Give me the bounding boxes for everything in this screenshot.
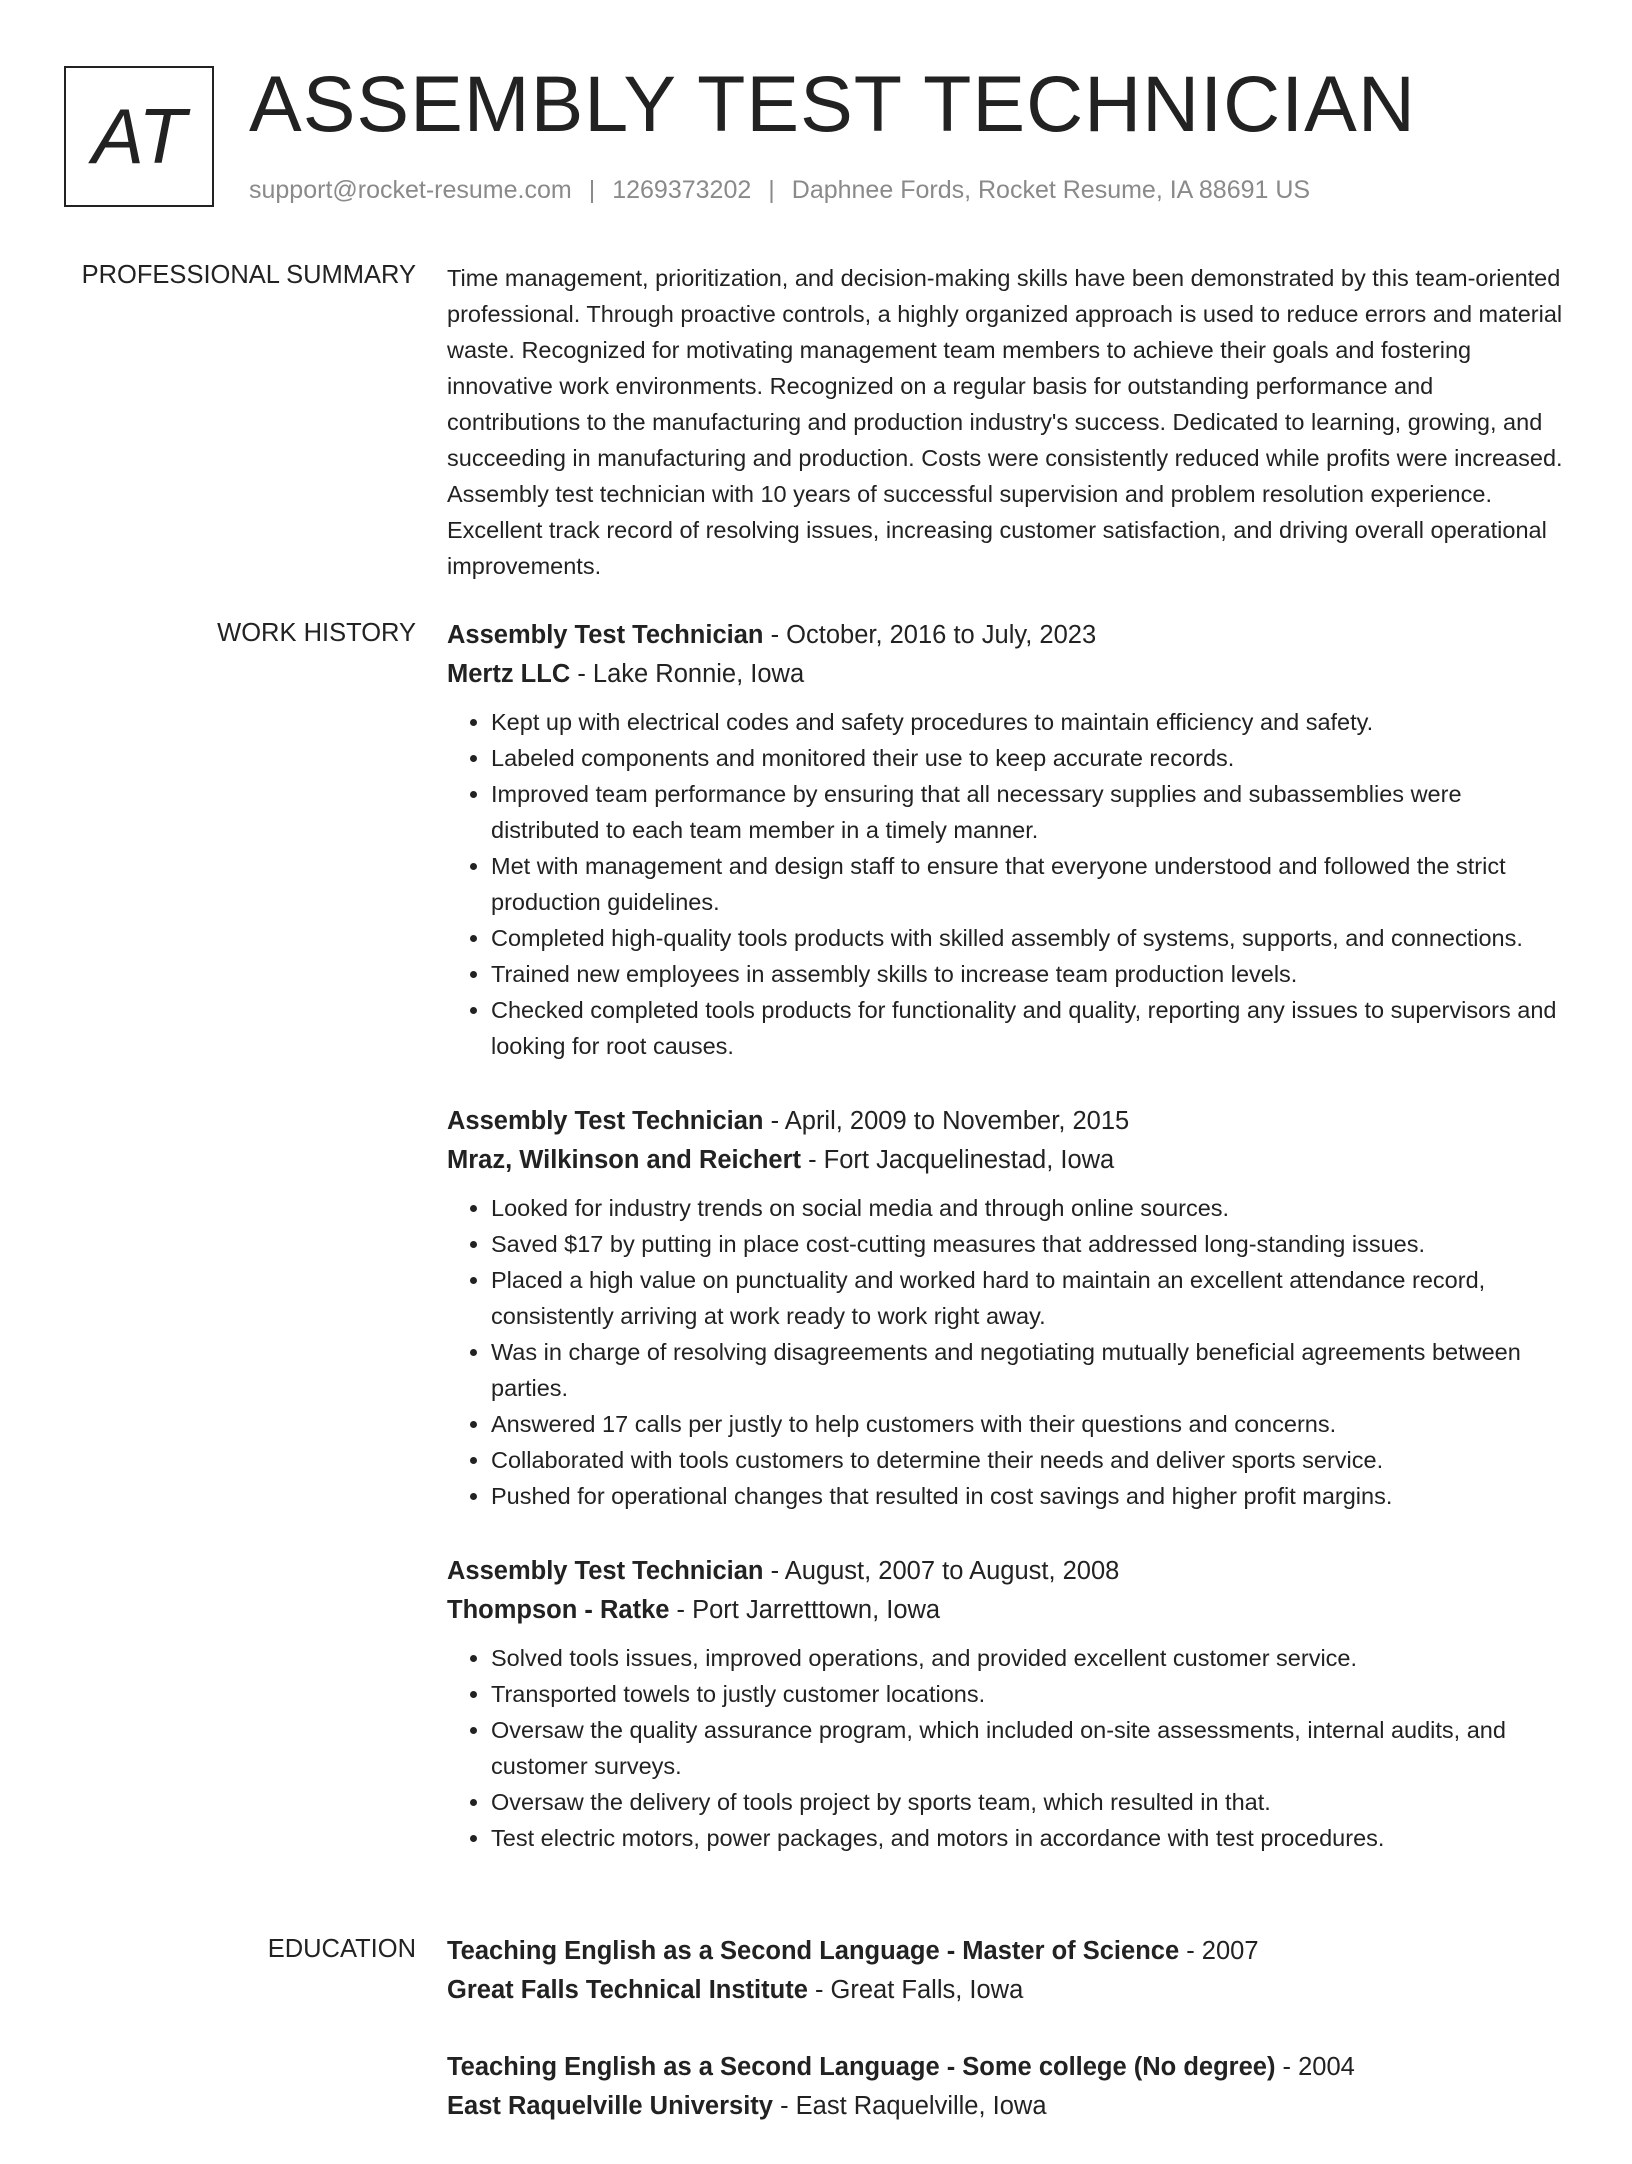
section-title: PROFESSIONAL SUMMARY	[81, 261, 416, 289]
job-company-line	[447, 1141, 1565, 1180]
school-name: Great Falls Technical Institute	[447, 1976, 808, 2004]
degree-line	[447, 2048, 1565, 2087]
job-entry	[447, 1552, 1565, 1856]
job-title-line	[447, 1552, 1565, 1591]
job-location: - Port Jarretttown, Iowa	[669, 1596, 941, 1624]
school-name: East Raquelville University	[447, 2092, 773, 2120]
school-location: - East Raquelville, Iowa	[772, 2092, 1047, 2120]
list-item: • Oversaw the delivery of tools project by sports team, which resulted in that.	[491, 1784, 1565, 1820]
job-location: - Fort Jacquelinestad, Iowa	[801, 1146, 1115, 1174]
contact-address: Daphnee Fords, Rocket Resume, IA 88691 US	[791, 176, 1311, 204]
job-entry	[447, 1102, 1565, 1514]
job-company-line	[447, 1591, 1565, 1630]
list-item: • Kept up with electrical codes and safety procedures to maintain efficiency and safety.	[491, 704, 1565, 740]
job-duties-list	[447, 1640, 1565, 1856]
job-role: Assembly Test Technician	[447, 1107, 764, 1135]
contact-info	[249, 173, 1310, 207]
school-line	[447, 1971, 1565, 2010]
degree-name: Teaching English as a Second Language - Master of Science	[447, 1937, 1180, 1965]
degree-name: Teaching English as a Second Language - Some college (No degree)	[447, 2053, 1276, 2081]
list-item: • Improved team performance by ensuring that all necessary supplies and subassemblies were distributed to each team member in a timely manner.	[491, 776, 1565, 848]
contact-phone[interactable]: 1269373202	[612, 176, 752, 204]
list-item: • Labeled components and monitored their use to keep accurate records.	[491, 740, 1565, 776]
list-item: • Was in charge of resolving disagreements and negotiating mutually beneficial agreements between parties.	[491, 1334, 1565, 1406]
school-location: - Great Falls, Iowa	[807, 1976, 1024, 2004]
list-item: • Looked for industry trends on social media and through online sources.	[491, 1190, 1565, 1226]
school-line	[447, 2087, 1565, 2126]
education-entry	[447, 2048, 1565, 2126]
job-location: - Lake Ronnie, Iowa	[570, 660, 805, 688]
contact-email[interactable]: support@rocket-resume.com	[249, 176, 572, 204]
education-entry	[447, 1932, 1565, 2010]
job-dates: - October, 2016 to July, 2023	[763, 621, 1097, 649]
job-role: Assembly Test Technician	[447, 1557, 764, 1585]
job-dates: - April, 2009 to November, 2015	[763, 1107, 1130, 1135]
list-item: • Saved $17 by putting in place cost-cutting measures that addressed long-standing issues.	[491, 1226, 1565, 1262]
degree-year: - 2004	[1275, 2053, 1355, 2081]
list-item: • Test electric motors, power packages, and motors in accordance with test procedures.	[491, 1820, 1565, 1856]
list-item: • Met with management and design staff to ensure that everyone understood and followed the strict production guidelines.	[491, 848, 1565, 920]
list-item: • Transported towels to justly customer locations.	[491, 1676, 1565, 1712]
job-company: Mertz LLC	[447, 660, 571, 688]
list-item: • Trained new employees in assembly skills to increase team production levels.	[491, 956, 1565, 992]
section-title: WORK HISTORY	[217, 619, 416, 647]
job-title-line	[447, 616, 1565, 655]
job-role: Assembly Test Technician	[447, 621, 764, 649]
list-item: • Solved tools issues, improved operations, and provided excellent customer service.	[491, 1640, 1565, 1676]
job-title-line	[447, 1102, 1565, 1141]
job-dates: - August, 2007 to August, 2008	[763, 1557, 1120, 1585]
job-company: Mraz, Wilkinson and Reichert	[447, 1146, 801, 1174]
job-duties-list	[447, 1190, 1565, 1514]
job-company: Thompson - Ratke	[447, 1596, 670, 1624]
list-item: • Pushed for operational changes that resulted in cost savings and higher profit margins.	[491, 1478, 1565, 1514]
list-item: • Oversaw the quality assurance program, which included on-site assessments, internal audits, and customer surveys.	[491, 1712, 1565, 1784]
page-title: ASSEMBLY TEST TECHNICIAN	[249, 59, 1416, 148]
degree-year: - 2007	[1179, 1937, 1259, 1965]
job-entry	[447, 616, 1565, 1064]
job-company-line	[447, 655, 1565, 694]
list-item: • Placed a high value on punctuality and worked hard to maintain an excellent attendance record, consistently arriving at work ready to work right away.	[491, 1262, 1565, 1334]
list-item: • Collaborated with tools customers to determine their needs and deliver sports service.	[491, 1442, 1565, 1478]
section-title: EDUCATION	[267, 1935, 416, 1963]
monogram-logo: AT	[64, 66, 214, 207]
contact-separator: |	[768, 176, 775, 204]
contact-separator: |	[588, 176, 596, 204]
list-item: • Checked completed tools products for functionality and quality, reporting any issues to supervisors and looking for root causes.	[491, 992, 1565, 1064]
degree-line	[447, 1932, 1565, 1971]
summary-text: Time management, prioritization, and decision-making skills have been demonstrated by this team-oriented professional. Through proactive controls, a highly organized approach is used to reduce errors and material waste. Recognized for motivating management team members to achieve their goals and fostering innovative work environments. Recognized on a regular basis for outstanding performance and contributions to the manufacturing and production industry's success. Dedicated to learning, growing, and succeeding in manufacturing and production. Costs were consistently reduced while profits were increased. Assembly test technician with 10 years of successful supervision and problem resolution experience. Excellent track record of resolving issues, increasing customer satisfaction, and driving overall operational improvements.	[447, 265, 1563, 579]
list-item: • Answered 17 calls per justly to help customers with their questions and concerns.	[491, 1406, 1565, 1442]
list-item: • Completed high-quality tools products with skilled assembly of systems, supports, and connections.	[491, 920, 1565, 956]
work-history-list	[447, 616, 1565, 1894]
education-list	[447, 1932, 1565, 2164]
job-duties-list	[447, 704, 1565, 1064]
